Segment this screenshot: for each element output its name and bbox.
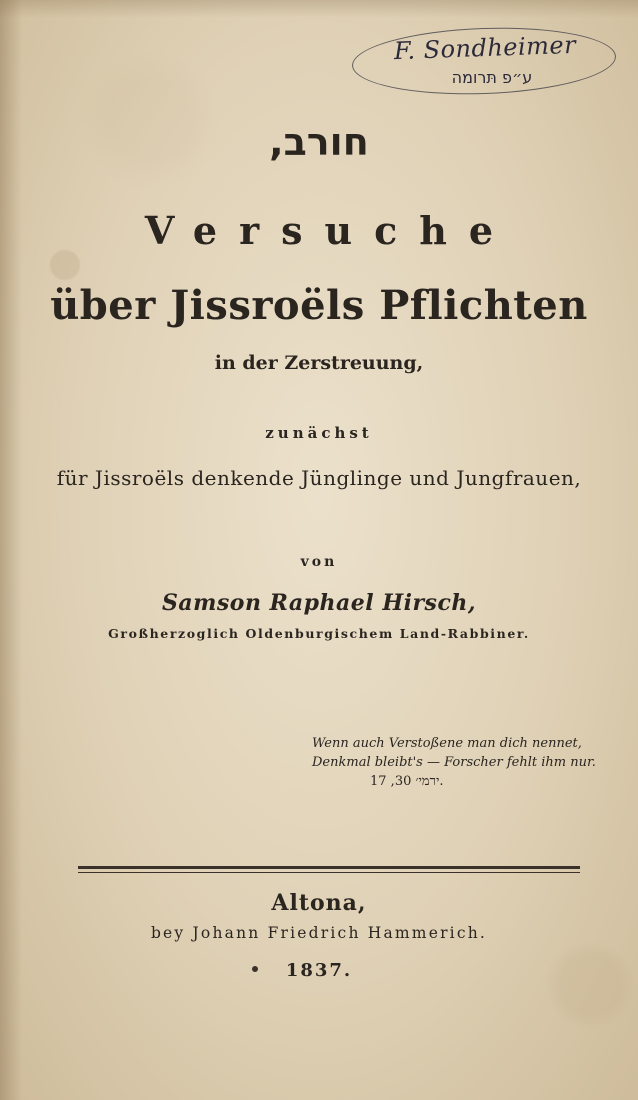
- imprint-year: 1837.: [285, 960, 353, 981]
- epigraph-line-1: Wenn auch Verstoßene man dich nennet,: [312, 736, 582, 751]
- divider-thin: [78, 872, 580, 873]
- author-title: Großherzoglich Oldenburgischem Land-Rabbiner.: [108, 626, 530, 641]
- subtitle: in der Zerstreuung,: [214, 352, 424, 374]
- epigraph-reference: ירמי׳ 30, 17.: [370, 774, 444, 789]
- owner-stamp: [352, 28, 614, 92]
- author-name: Samson Raphael Hirsch,: [162, 590, 476, 616]
- epigraph-line-2: Denkmal bleibt's — Forscher fehlt ihm nur.: [312, 755, 596, 770]
- epigraph: [312, 734, 612, 791]
- audience-qualifier: zunächst: [265, 424, 373, 442]
- stamp-owner-name: F. Sondheimer: [393, 30, 577, 66]
- ink-spot: [252, 966, 258, 972]
- imprint-place: Altona,: [271, 890, 367, 916]
- page-top-shadow: [0, 0, 638, 18]
- audience-line: für Jissroëls denkende Jünglinge und Jungfrauen,: [56, 466, 582, 490]
- imprint-publisher: bey Johann Friedrich Hammerich.: [150, 924, 488, 942]
- divider-thick: [78, 866, 580, 869]
- title-versuche: Versuche: [144, 208, 516, 253]
- main-title: über Jissroëls Pflichten: [50, 282, 588, 329]
- stamp-hebrew-text: ע״פ תּרומה: [451, 68, 533, 87]
- hebrew-title: חורב,: [269, 120, 369, 164]
- author-by: von: [300, 554, 338, 570]
